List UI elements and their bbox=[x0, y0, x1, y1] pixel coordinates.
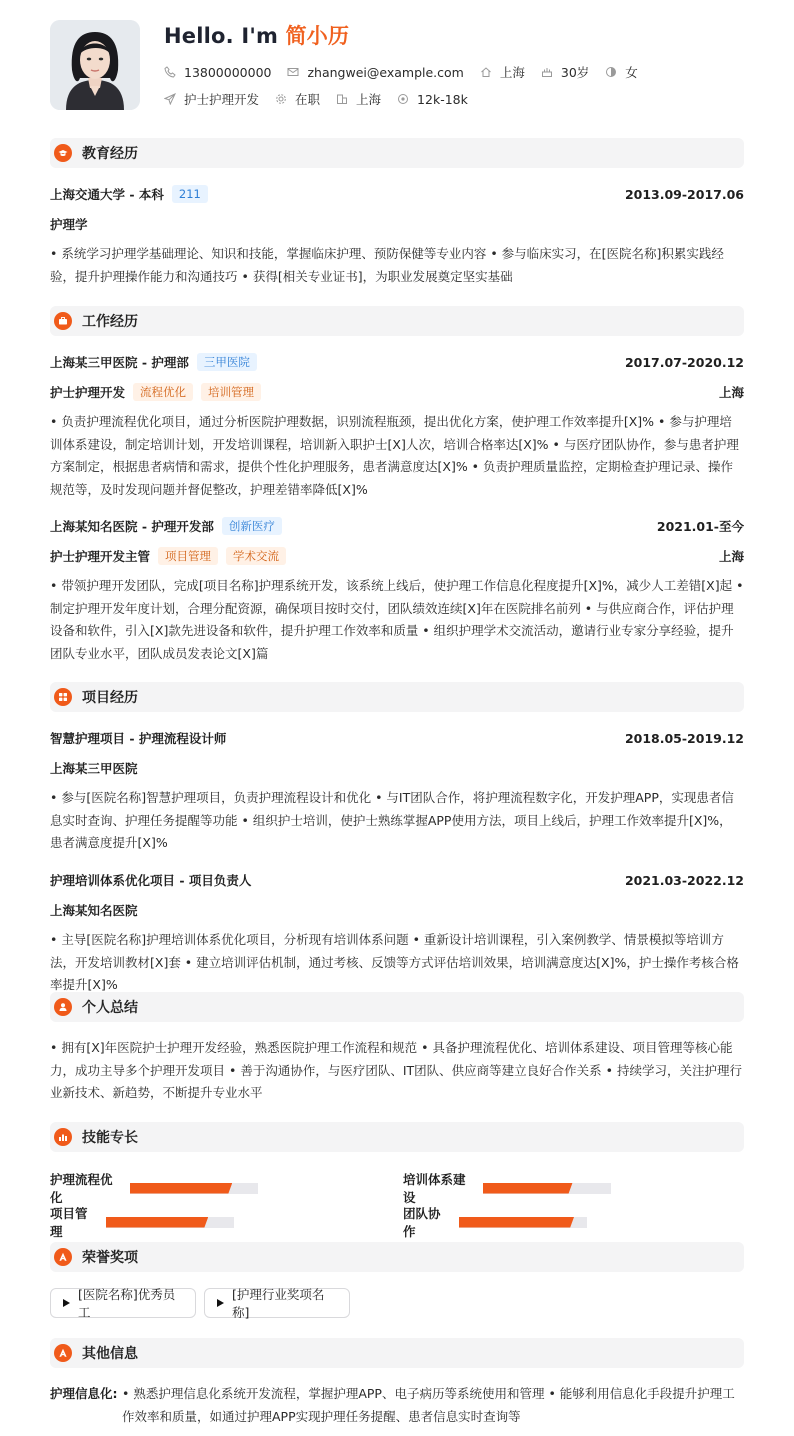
honor-name: [护理行业奖项名称] bbox=[232, 1287, 325, 1320]
status-value: 在职 bbox=[295, 92, 321, 107]
section-title: 其他信息 bbox=[82, 1346, 138, 1362]
cake-icon bbox=[541, 66, 553, 78]
company-name: 上海某知名医院 - 护理开发部 bbox=[50, 519, 214, 534]
job-role: 护士护理开发主管 bbox=[50, 549, 151, 564]
avatar bbox=[50, 20, 140, 110]
role-tag: 项目管理 bbox=[158, 547, 218, 565]
section-education bbox=[50, 138, 744, 168]
candidate-name: 简小历 bbox=[285, 24, 350, 48]
role-tag: 学术交流 bbox=[226, 547, 286, 565]
status-item bbox=[275, 90, 320, 108]
section-work bbox=[50, 306, 744, 336]
section-title: 教育经历 bbox=[82, 146, 138, 162]
award-icon bbox=[54, 1248, 72, 1266]
skill-bar-fill bbox=[483, 1183, 573, 1194]
summary-text: • 拥有[X]年医院护士护理开发经验，熟悉医院护理工作流程和规范 • 具备护理流程优化、培训体系建设、项目管理等核心能力，成功主导多个护理开发项目 • 善于沟通协作，与医疗团队、IT团队、供应商等建立良好合作关系 • 持续学习，关注护理行业新技术、新趋势，不断提升专业水平 bbox=[50, 1040, 742, 1100]
location-item bbox=[480, 63, 525, 81]
major-name: 护理学 bbox=[50, 217, 88, 232]
graduation-cap-icon bbox=[54, 144, 72, 162]
section-skills bbox=[50, 1122, 744, 1152]
project-header-row bbox=[50, 729, 744, 747]
resume-header bbox=[50, 20, 744, 110]
work-period: 2021.01-至今 bbox=[656, 519, 744, 534]
section-title: 项目经历 bbox=[82, 690, 138, 706]
other-info-label: 护理信息化: bbox=[50, 1386, 118, 1401]
award-icon bbox=[54, 1344, 72, 1362]
work-city: 上海 bbox=[718, 385, 744, 400]
honor-badge bbox=[50, 1288, 196, 1318]
project-period: 2021.03-2022.12 bbox=[624, 872, 744, 888]
project-description: • 参与[医院名称]智慧护理项目，负责护理流程设计和优化 • 与IT团队合作，将护理流程数字化，开发护理APP，实现患者信息实时查询、护理任务提醒等功能 • 组织护士培训，使护士熟练掌握APP使用方法，项目上线后，护理工作效率提升[X]%，患者满意度提升[X]% bbox=[50, 790, 734, 850]
gear-icon bbox=[275, 93, 287, 105]
skill-bar-fill bbox=[459, 1217, 574, 1228]
other-info-row bbox=[50, 1383, 744, 1428]
project-org: 上海某知名医院 bbox=[50, 903, 138, 918]
job-role: 护士护理开发 bbox=[50, 385, 126, 400]
project-org-row bbox=[50, 901, 744, 919]
age-value: 30岁 bbox=[560, 65, 590, 80]
work-city: 上海 bbox=[718, 549, 744, 564]
skill-bar bbox=[130, 1183, 258, 1194]
work-role-row bbox=[50, 547, 744, 565]
work-header-row bbox=[50, 353, 744, 371]
skill-item bbox=[50, 1204, 234, 1240]
intent-city-value: 上海 bbox=[356, 92, 382, 107]
skill-bar bbox=[106, 1217, 234, 1228]
coin-icon bbox=[397, 93, 409, 105]
contact-row bbox=[164, 63, 654, 81]
work-description: • 负责护理流程优化项目，通过分析医院护理数据，识别流程瓶颈，提出优化方案，使护理工作效率提升[X]% • 参与护理培训体系建设，制定培训计划，开发培训课程，培训新入职护士[X]人次，培训合格率达[X]% • 与医疗团队协作，参与患者护理方案制定，根据患者病情和需求，提供个性化护理服务，患者满意度达[X]% • 负责护理质量监控，定期检查护理记录、操作规范等，及时发现问题并督促整改，护理差错率降低[X]% bbox=[50, 414, 739, 497]
section-other bbox=[50, 1338, 744, 1368]
phone-item bbox=[164, 65, 271, 80]
skill-bar bbox=[459, 1217, 587, 1228]
section-title: 工作经历 bbox=[82, 314, 138, 330]
project-title: 智慧护理项目 - 护理流程设计师 bbox=[50, 731, 227, 746]
education-period: 2013.09-2017.06 bbox=[624, 186, 744, 202]
project-description: • 主导[医院名称]护理培训体系优化项目，分析现有培训体系问题 • 重新设计培训课程，引入案例教学、情景模拟等培训方法，开发培训教材[X]套 • 建立培训评估机制，通过考核、反馈等方式评估培训效果，培训满意度达[X]%，护士操作考核合格率提升[X]% bbox=[50, 932, 739, 992]
other-info-value: • 熟悉护理信息化系统开发流程，掌握护理APP、电子病历等系统使用和管理 • 能够利用信息化手段提升护理工作效率和质量，如通过护理APP实现护理任务提醒、患者信息实时查询等 bbox=[122, 1386, 735, 1424]
section-title: 技能专长 bbox=[82, 1130, 138, 1146]
play-icon bbox=[63, 1299, 70, 1307]
company-tag: 创新医疗 bbox=[222, 517, 282, 535]
send-icon bbox=[164, 93, 176, 105]
phone-value: 13800000000 bbox=[184, 64, 272, 80]
email-item bbox=[287, 65, 463, 80]
intent-job-value: 护士护理开发 bbox=[184, 92, 260, 107]
section-title: 荣誉奖项 bbox=[82, 1250, 138, 1266]
gender-value: 女 bbox=[625, 65, 638, 80]
gender-item bbox=[605, 63, 638, 81]
role-tag: 流程优化 bbox=[133, 383, 193, 401]
honor-name: [医院名称]优秀员工 bbox=[78, 1287, 176, 1320]
user-icon bbox=[54, 998, 72, 1016]
skill-name: 培训体系建设 bbox=[403, 1172, 466, 1205]
work-period: 2017.07-2020.12 bbox=[624, 354, 744, 370]
project-period: 2018.05-2019.12 bbox=[624, 730, 744, 746]
skill-bar bbox=[483, 1183, 611, 1194]
briefcase-icon bbox=[54, 312, 72, 330]
building-icon bbox=[336, 93, 348, 105]
gender-icon bbox=[605, 66, 617, 78]
skill-item bbox=[50, 1170, 258, 1206]
education-description: • 系统学习护理学基础理论、知识和技能，掌握临床护理、预防保健等专业内容 • 参与临床实习，在[医院名称]积累实践经验，提升护理操作能力和沟通技巧 • 获得[相关专业证书]，为职业发展奠定坚实基础 bbox=[50, 246, 724, 284]
project-header-row bbox=[50, 871, 744, 889]
section-title: 个人总结 bbox=[82, 1000, 138, 1016]
phone-icon bbox=[164, 66, 176, 78]
greeting-text: Hello. I'm bbox=[164, 24, 286, 48]
project-org: 上海某三甲医院 bbox=[50, 761, 138, 776]
section-projects bbox=[50, 682, 744, 712]
work-header-row bbox=[50, 517, 744, 535]
skill-bar-fill bbox=[130, 1183, 232, 1194]
project-title: 护理培训体系优化项目 - 项目负责人 bbox=[50, 873, 252, 888]
location-value: 上海 bbox=[499, 65, 525, 80]
salary-item bbox=[397, 92, 468, 107]
skill-item bbox=[403, 1204, 587, 1240]
project-org-row bbox=[50, 759, 744, 777]
skill-name: 项目管理 bbox=[50, 1206, 88, 1239]
skill-bar-fill bbox=[106, 1217, 208, 1228]
work-role-row bbox=[50, 383, 744, 401]
role-tag: 培训管理 bbox=[201, 383, 261, 401]
education-header-row bbox=[50, 185, 744, 203]
skill-name: 团队协作 bbox=[403, 1206, 441, 1239]
grid-icon bbox=[54, 688, 72, 706]
age-item bbox=[541, 63, 589, 81]
section-honors bbox=[50, 1242, 744, 1272]
bar-chart-icon bbox=[54, 1128, 72, 1146]
section-summary bbox=[50, 992, 744, 1022]
intent-city-item bbox=[336, 90, 381, 108]
honor-badge bbox=[204, 1288, 350, 1318]
work-description: • 带领护理开发团队，完成[项目名称]护理系统开发，该系统上线后，使护理工作信息化程度提升[X]%，减少人工差错[X]起 • 制定护理开发年度计划，合理分配资源，确保项目按时交付，团队绩效连续[X]年在医院排名前列 • 与供应商合作，评估护理设备和软件，引入[X]款先进设备和软件，提升护理工作效率和质量 • 组织护理学术交流活动，邀请行业专家分享经验，提升团队专业水平，团队成员发表论文[X]篇 bbox=[50, 578, 744, 661]
school-tag: 211 bbox=[172, 185, 208, 203]
intent-job-item bbox=[164, 90, 259, 108]
skill-item bbox=[403, 1170, 611, 1206]
school-name: 上海交通大学 - 本科 bbox=[50, 187, 164, 202]
company-tag: 三甲医院 bbox=[197, 353, 257, 371]
mail-icon bbox=[287, 66, 299, 78]
skill-name: 护理流程优化 bbox=[50, 1172, 113, 1205]
salary-value: 12k-18k bbox=[417, 91, 468, 107]
home-icon bbox=[480, 66, 492, 78]
play-icon bbox=[217, 1299, 224, 1307]
email-value: zhangwei@example.com bbox=[307, 64, 464, 80]
company-name: 上海某三甲医院 - 护理部 bbox=[50, 355, 189, 370]
greeting-title bbox=[164, 20, 349, 50]
intent-row bbox=[164, 90, 484, 108]
education-major-row bbox=[50, 215, 744, 233]
